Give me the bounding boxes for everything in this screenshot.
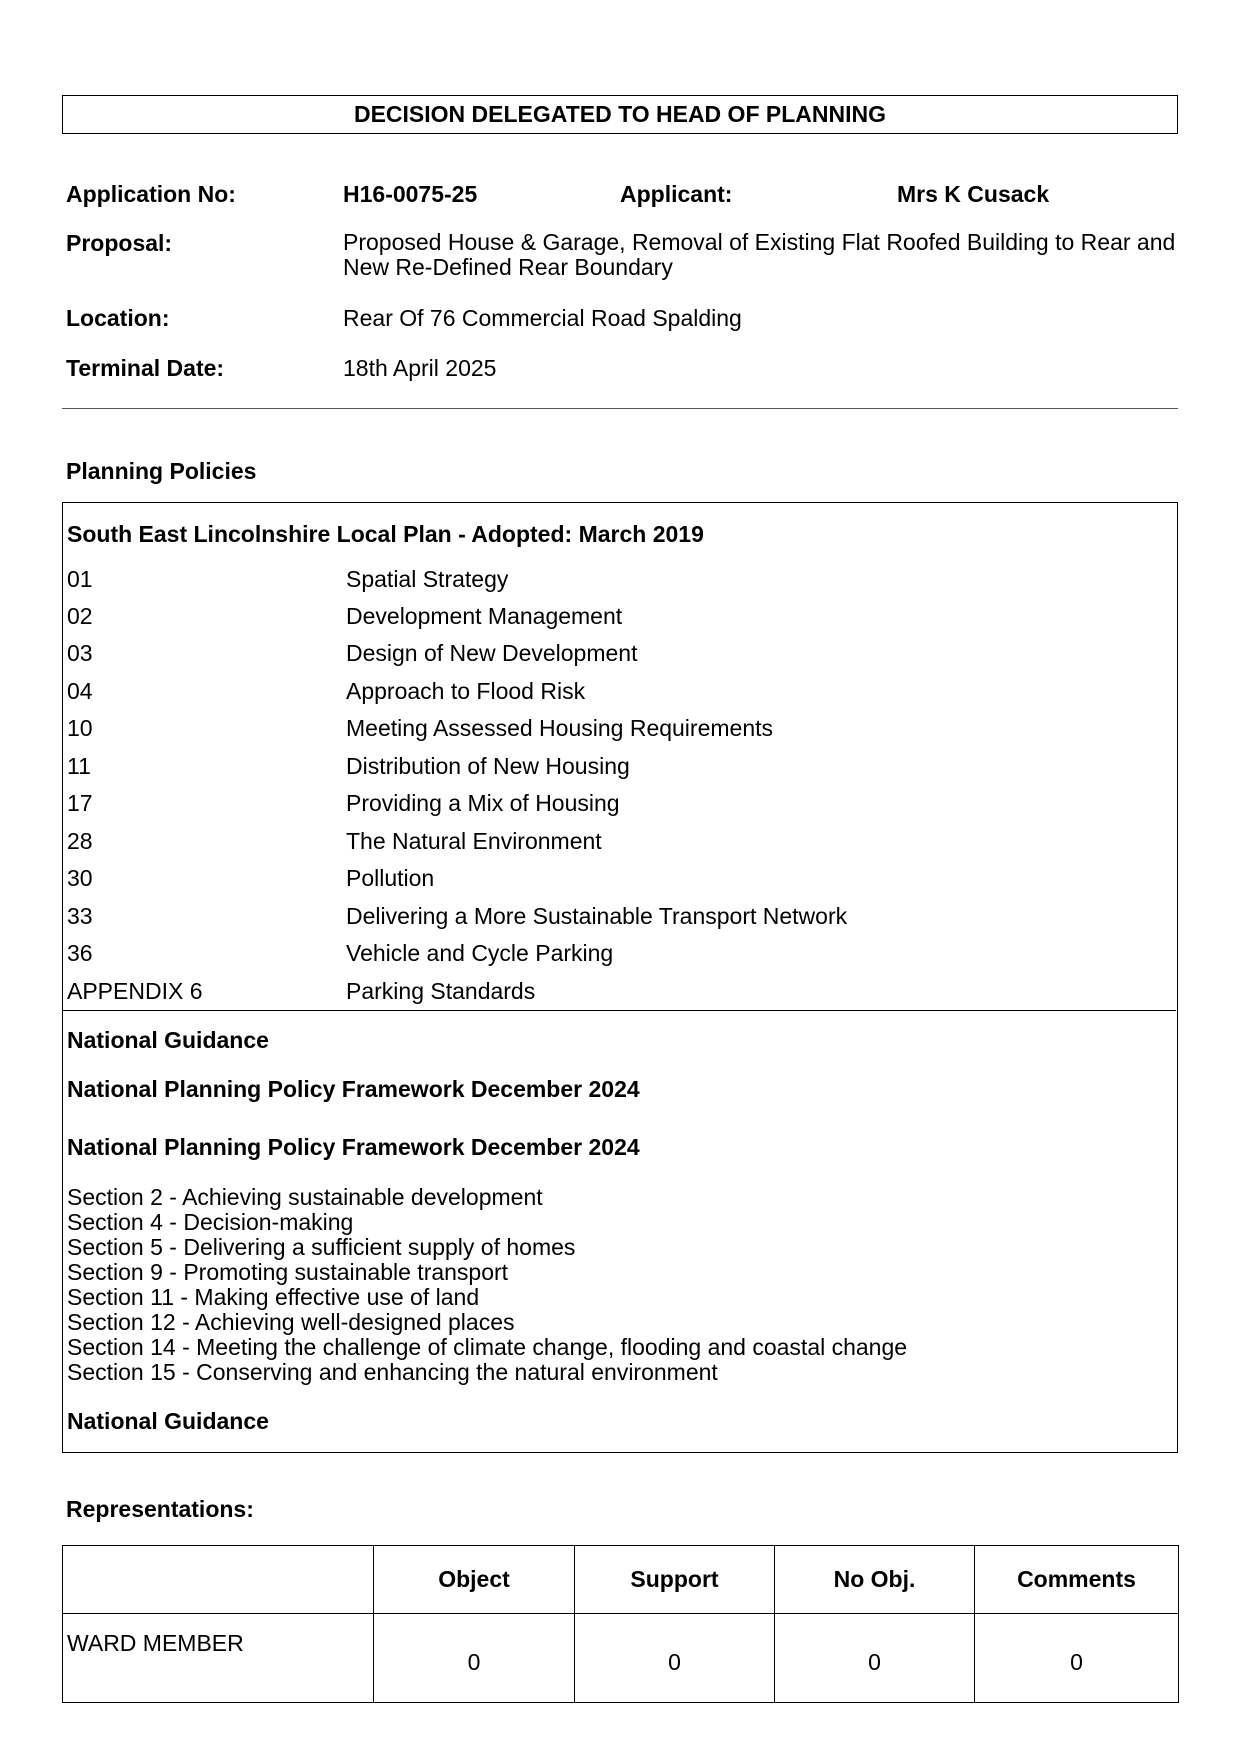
nppf-section-item: Section 11 - Making effective use of land bbox=[67, 1284, 480, 1310]
column-header bbox=[63, 1546, 374, 1614]
policy-row bbox=[63, 640, 1173, 677]
policy-row bbox=[63, 678, 1173, 715]
policy-row bbox=[63, 865, 1173, 902]
policy-code: 11 bbox=[67, 753, 91, 779]
policy-row bbox=[63, 790, 1173, 827]
row-label: WARD MEMBER bbox=[63, 1614, 374, 1703]
policy-code: 01 bbox=[67, 566, 93, 592]
column-header: Comments bbox=[975, 1546, 1179, 1614]
planning-policies-heading: Planning Policies bbox=[66, 458, 257, 484]
national-guidance-heading: National Guidance bbox=[67, 1027, 269, 1053]
policy-name: Development Management bbox=[346, 603, 623, 629]
policy-name: Distribution of New Housing bbox=[346, 753, 630, 779]
national-guidance-footer: National Guidance bbox=[67, 1408, 269, 1434]
policy-name: The Natural Environment bbox=[346, 828, 602, 854]
policy-name: Providing a Mix of Housing bbox=[346, 790, 620, 816]
policies-box bbox=[62, 502, 1178, 1453]
representations-heading: Representations: bbox=[66, 1496, 254, 1522]
nppf-section-item: Section 4 - Decision-making bbox=[67, 1209, 354, 1235]
column-header: No Obj. bbox=[775, 1546, 975, 1614]
policy-code: 33 bbox=[67, 903, 93, 929]
location-label: Location: bbox=[66, 305, 170, 331]
nppf-section-item: Section 15 - Conserving and enhancing the natural environment bbox=[67, 1359, 718, 1385]
nppf-section-item: Section 9 - Promoting sustainable transport bbox=[67, 1259, 509, 1285]
policy-row bbox=[63, 715, 1173, 752]
policy-row bbox=[63, 903, 1173, 940]
policy-divider bbox=[63, 1010, 1176, 1011]
application-no-label: Application No: bbox=[66, 181, 236, 207]
policy-row bbox=[63, 603, 1173, 640]
location-value: Rear Of 76 Commercial Road Spalding bbox=[343, 305, 742, 331]
applicant-label: Applicant: bbox=[620, 181, 733, 207]
no-obj-count: 0 bbox=[775, 1614, 975, 1703]
divider bbox=[62, 408, 1178, 409]
proposal-value: Proposed House & Garage, Removal of Existing Flat Roofed Building to Rear and New Re-Defined Rear Boundary bbox=[343, 229, 1176, 280]
policy-name: Delivering a More Sustainable Transport Network bbox=[346, 903, 848, 929]
local-plan-heading: South East Lincolnshire Local Plan - Adopted: March 2019 bbox=[67, 521, 704, 547]
comments-count: 0 bbox=[975, 1614, 1179, 1703]
nppf-sections-list bbox=[67, 1185, 907, 1385]
applicant-value: Mrs K Cusack bbox=[897, 181, 1050, 207]
policy-code: APPENDIX 6 bbox=[67, 978, 203, 1004]
policy-row bbox=[63, 566, 1173, 603]
policy-name: Meeting Assessed Housing Requirements bbox=[346, 715, 774, 741]
terminal-date-value: 18th April 2025 bbox=[343, 355, 497, 381]
nppf-section-item: Section 2 - Achieving sustainable development bbox=[67, 1184, 543, 1210]
policy-code: 28 bbox=[67, 828, 93, 854]
column-header: Support bbox=[575, 1546, 775, 1614]
column-header: Object bbox=[374, 1546, 575, 1614]
table-row bbox=[63, 1614, 1179, 1703]
policy-code: 10 bbox=[67, 715, 93, 741]
policy-name: Pollution bbox=[346, 865, 435, 891]
nppf-section-item: Section 14 - Meeting the challenge of climate change, flooding and coastal change bbox=[67, 1334, 908, 1360]
policy-code: 36 bbox=[67, 940, 93, 966]
policy-name: Approach to Flood Risk bbox=[346, 678, 586, 704]
policy-row bbox=[63, 828, 1173, 865]
policy-code: 30 bbox=[67, 865, 93, 891]
support-count: 0 bbox=[575, 1614, 775, 1703]
policy-name: Design of New Development bbox=[346, 640, 638, 666]
policy-name: Spatial Strategy bbox=[346, 566, 509, 592]
representations-table bbox=[62, 1545, 1179, 1703]
object-count: 0 bbox=[374, 1614, 575, 1703]
nppf-heading: National Planning Policy Framework December 2024 bbox=[67, 1076, 640, 1102]
policy-code: 02 bbox=[67, 603, 93, 629]
proposal-label: Proposal: bbox=[66, 230, 173, 256]
policy-code: 04 bbox=[67, 678, 93, 704]
policy-name: Vehicle and Cycle Parking bbox=[346, 940, 614, 966]
nppf-heading: National Planning Policy Framework December 2024 bbox=[67, 1134, 640, 1160]
table-header-row bbox=[63, 1546, 1179, 1614]
terminal-date-label: Terminal Date: bbox=[66, 355, 225, 381]
policy-code: 03 bbox=[67, 640, 93, 666]
nppf-section-item: Section 5 - Delivering a sufficient supply of homes bbox=[67, 1234, 576, 1260]
policy-row bbox=[63, 940, 1173, 977]
policy-code: 17 bbox=[67, 790, 93, 816]
page-title: DECISION DELEGATED TO HEAD OF PLANNING bbox=[62, 95, 1178, 134]
nppf-section-item: Section 12 - Achieving well-designed places bbox=[67, 1309, 515, 1335]
policy-row bbox=[63, 753, 1173, 790]
policy-name: Parking Standards bbox=[346, 978, 536, 1004]
application-no-value: H16-0075-25 bbox=[343, 181, 478, 207]
